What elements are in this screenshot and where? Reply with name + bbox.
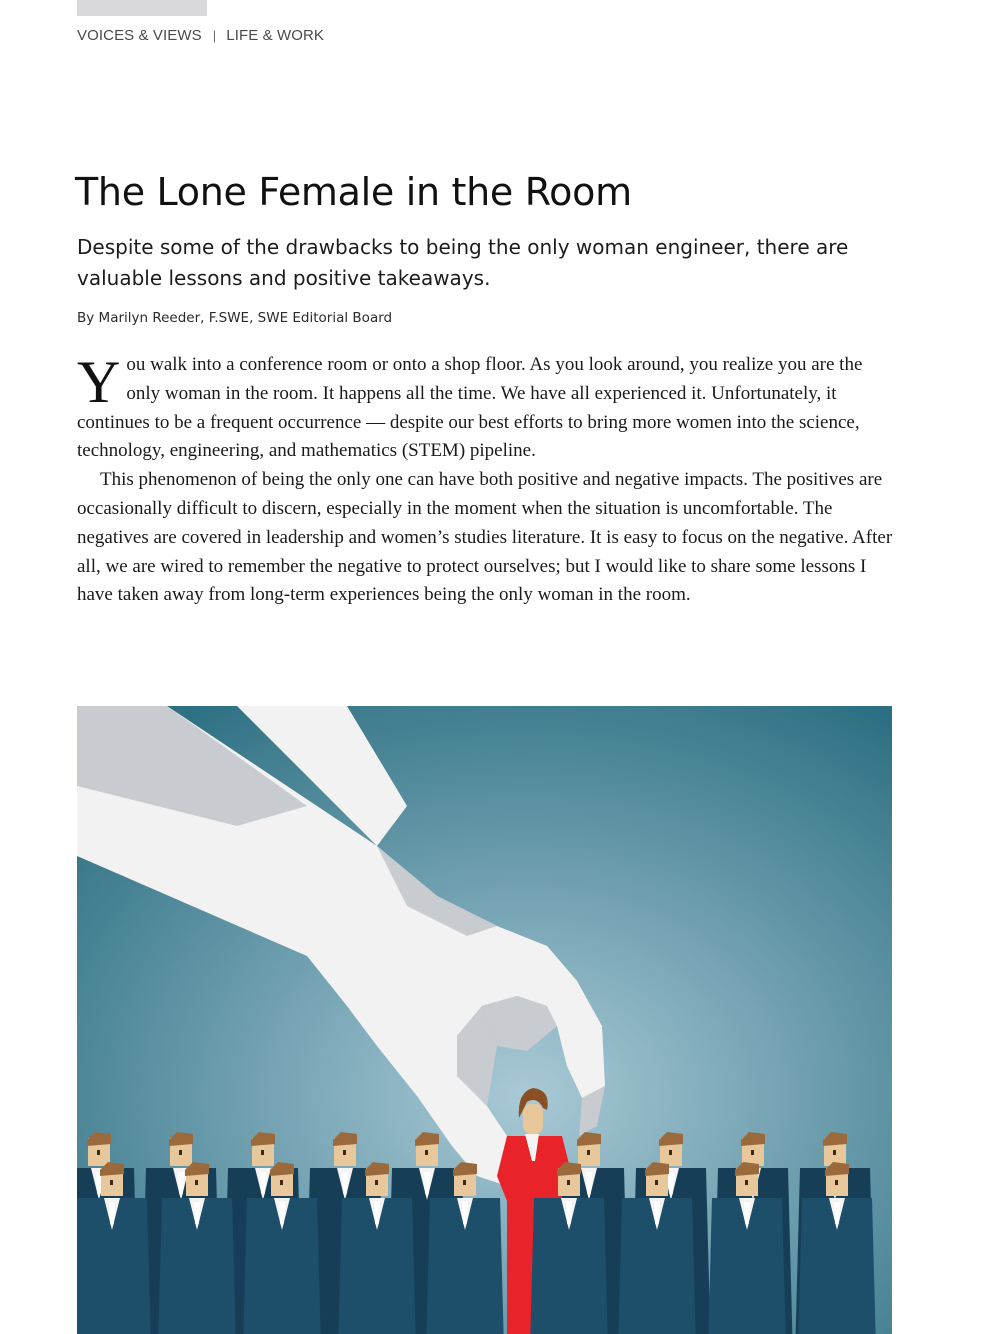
article-subtitle: Despite some of the drawbacks to being the only woman engineer, there are valuable lessons and positive takeaways. xyxy=(77,235,849,290)
subsection-label[interactable]: LIFE & WORK xyxy=(226,26,325,44)
article-title: The Lone Female in the Room xyxy=(75,170,632,214)
section-label[interactable]: VOICES & VIEWS xyxy=(77,26,202,44)
illustration-svg xyxy=(77,706,892,1334)
section-separator: | xyxy=(212,27,217,43)
top-tab-marker xyxy=(77,0,207,16)
article-body xyxy=(77,351,897,610)
paragraph-1 xyxy=(77,351,897,466)
paragraph-1-text: ou walk into a conference room or onto a shop floor. As you look around, you realize you are the only woman in the room. It happens all the time. We have all experienced it. Unfortunately, it continues to be a frequent occurrence — despite our best efforts to bring more women into the science, technology, engineering, and mathematics (STEM) pipeline. xyxy=(77,354,863,462)
paragraph-2: This phenomenon of being the only one can have both positive and negative impacts. The positives are occasionally difficult to discern, especially in the moment when the situation is uncomfortable. The negatives are covered in leadership and women’s studies literature. It is easy to focus on the negative. After all, we are wired to remember the negative to protect ourselves; but I would like to share some lessons I have taken away from long-term experiences being the only woman in the room. xyxy=(77,469,893,606)
article-byline: By Marilyn Reeder, F.SWE, SWE Editorial Board xyxy=(77,310,393,326)
article-illustration xyxy=(77,706,892,1334)
section-header xyxy=(77,25,324,45)
drop-cap: Y xyxy=(77,349,121,415)
